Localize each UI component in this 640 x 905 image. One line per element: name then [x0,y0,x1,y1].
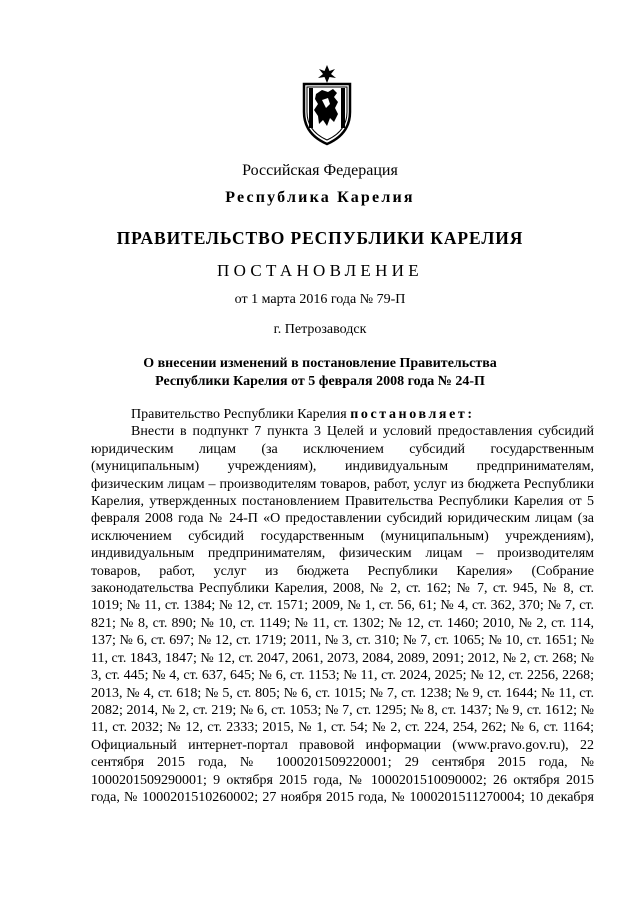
republic-name: Республика Карелия [225,189,415,206]
document-subject [0,355,640,391]
document-type: ПОСТАНОВЛЕНИЕ [217,261,423,280]
subject-line-1: О внесении изменений в постановление Правительства [143,356,497,371]
government-title: ПРАВИТЕЛЬСТВО РЕСПУБЛИКИ КАРЕЛИЯ [116,228,524,248]
body-paragraph: Внести в подпункт 7 пункта 3 Целей и условий предоставления субсидий юридическим лицам (за исключением субсидий государственным (муниципальным) учреждениям), индивидуальным предпринимателям, физическим лицам – производителям товаров, работ, услуг из бюджета Республики Карелия, утвержденных постановлением Правительства Республики Карелия от 5 февраля 2008 года № 24-П «О предоставлении субсидий юридическим лицам (за исключением субсидий государственным (муниципальным) учреждениям), индивидуальным предпринимателям, физическим лицам – производителям товаров, работ, услуг из бюджета Республики Карелия» (Собрание законодательства Республики Карелия, 2008, № 2, ст. 162; № 7, ст. 945, № 8, ст. 1019; № 11, ст. 1384; № 12, ст. 1571; 2009, № 1, ст. 56, 61; № 4, ст. 362, 370; № 7, ст. 821; № 8, ст. 890; № 10, ст. 1149; № 11, ст. 1302; № 12, ст. 1460; 2010, № 2, ст. 114, 137; № 6, ст. 697; № 12, ст. 1719; 2011, № 3, ст. 310; № 7, ст. 1065; № 10, ст. 1651; № 11, ст. 1843, 1847; № 12, ст. 2047, 2061, 2073, 2084, 2089, 2091; 2012, № 2, ст. 268; № 3, ст. 445; № 4, ст. 637, 645; № 6, ст. 1153; № 11, ст. 2024, 2025; № 12, ст. 2256, 2268; 2013, № 4, ст. 618; № 5, ст. 805; № 6, ст. 1015; № 7, ст. 1238; № 9, ст. 1644; № 11, ст. 2082; 2014, № 2, ст. 219; № 6, ст. 1053; № 7, ст. 1295; № 8, ст. 1437; № 9, ст. 1612; № 11, ст. 2032; № 12, ст. 2333; 2015, № 1, ст. 54; № 2, ст. 224, 254, 262; № 6, ст. 1164; Официальный интернет-портал правовой информации (www.pravo.gov.ru), 22 сентября 2015 года, № 1000201509220001; 29 сентября 2015 года, № 1000201509290001; 9 октября 2015 года, № 1000201510090002; 26 октября 2015 года, № 1000201510260002; 27 ноября 2015 года, № 1000201511270004; 10 декабря [91,424,594,805]
subject-line-2: Республики Карелия от 5 февраля 2008 года № 24-П [155,374,485,389]
preamble-action: постановляет: [350,407,475,422]
preamble [91,406,594,423]
preamble-lead: Правительство Республики Карелия [131,407,351,422]
country-name: Российская Федерация [242,162,398,179]
document-body [91,406,594,806]
coat-of-arms-icon [300,64,354,146]
date-and-number: от 1 марта 2016 года № 79-П [234,292,406,307]
city-name: г. Петрозаводск [273,322,367,337]
